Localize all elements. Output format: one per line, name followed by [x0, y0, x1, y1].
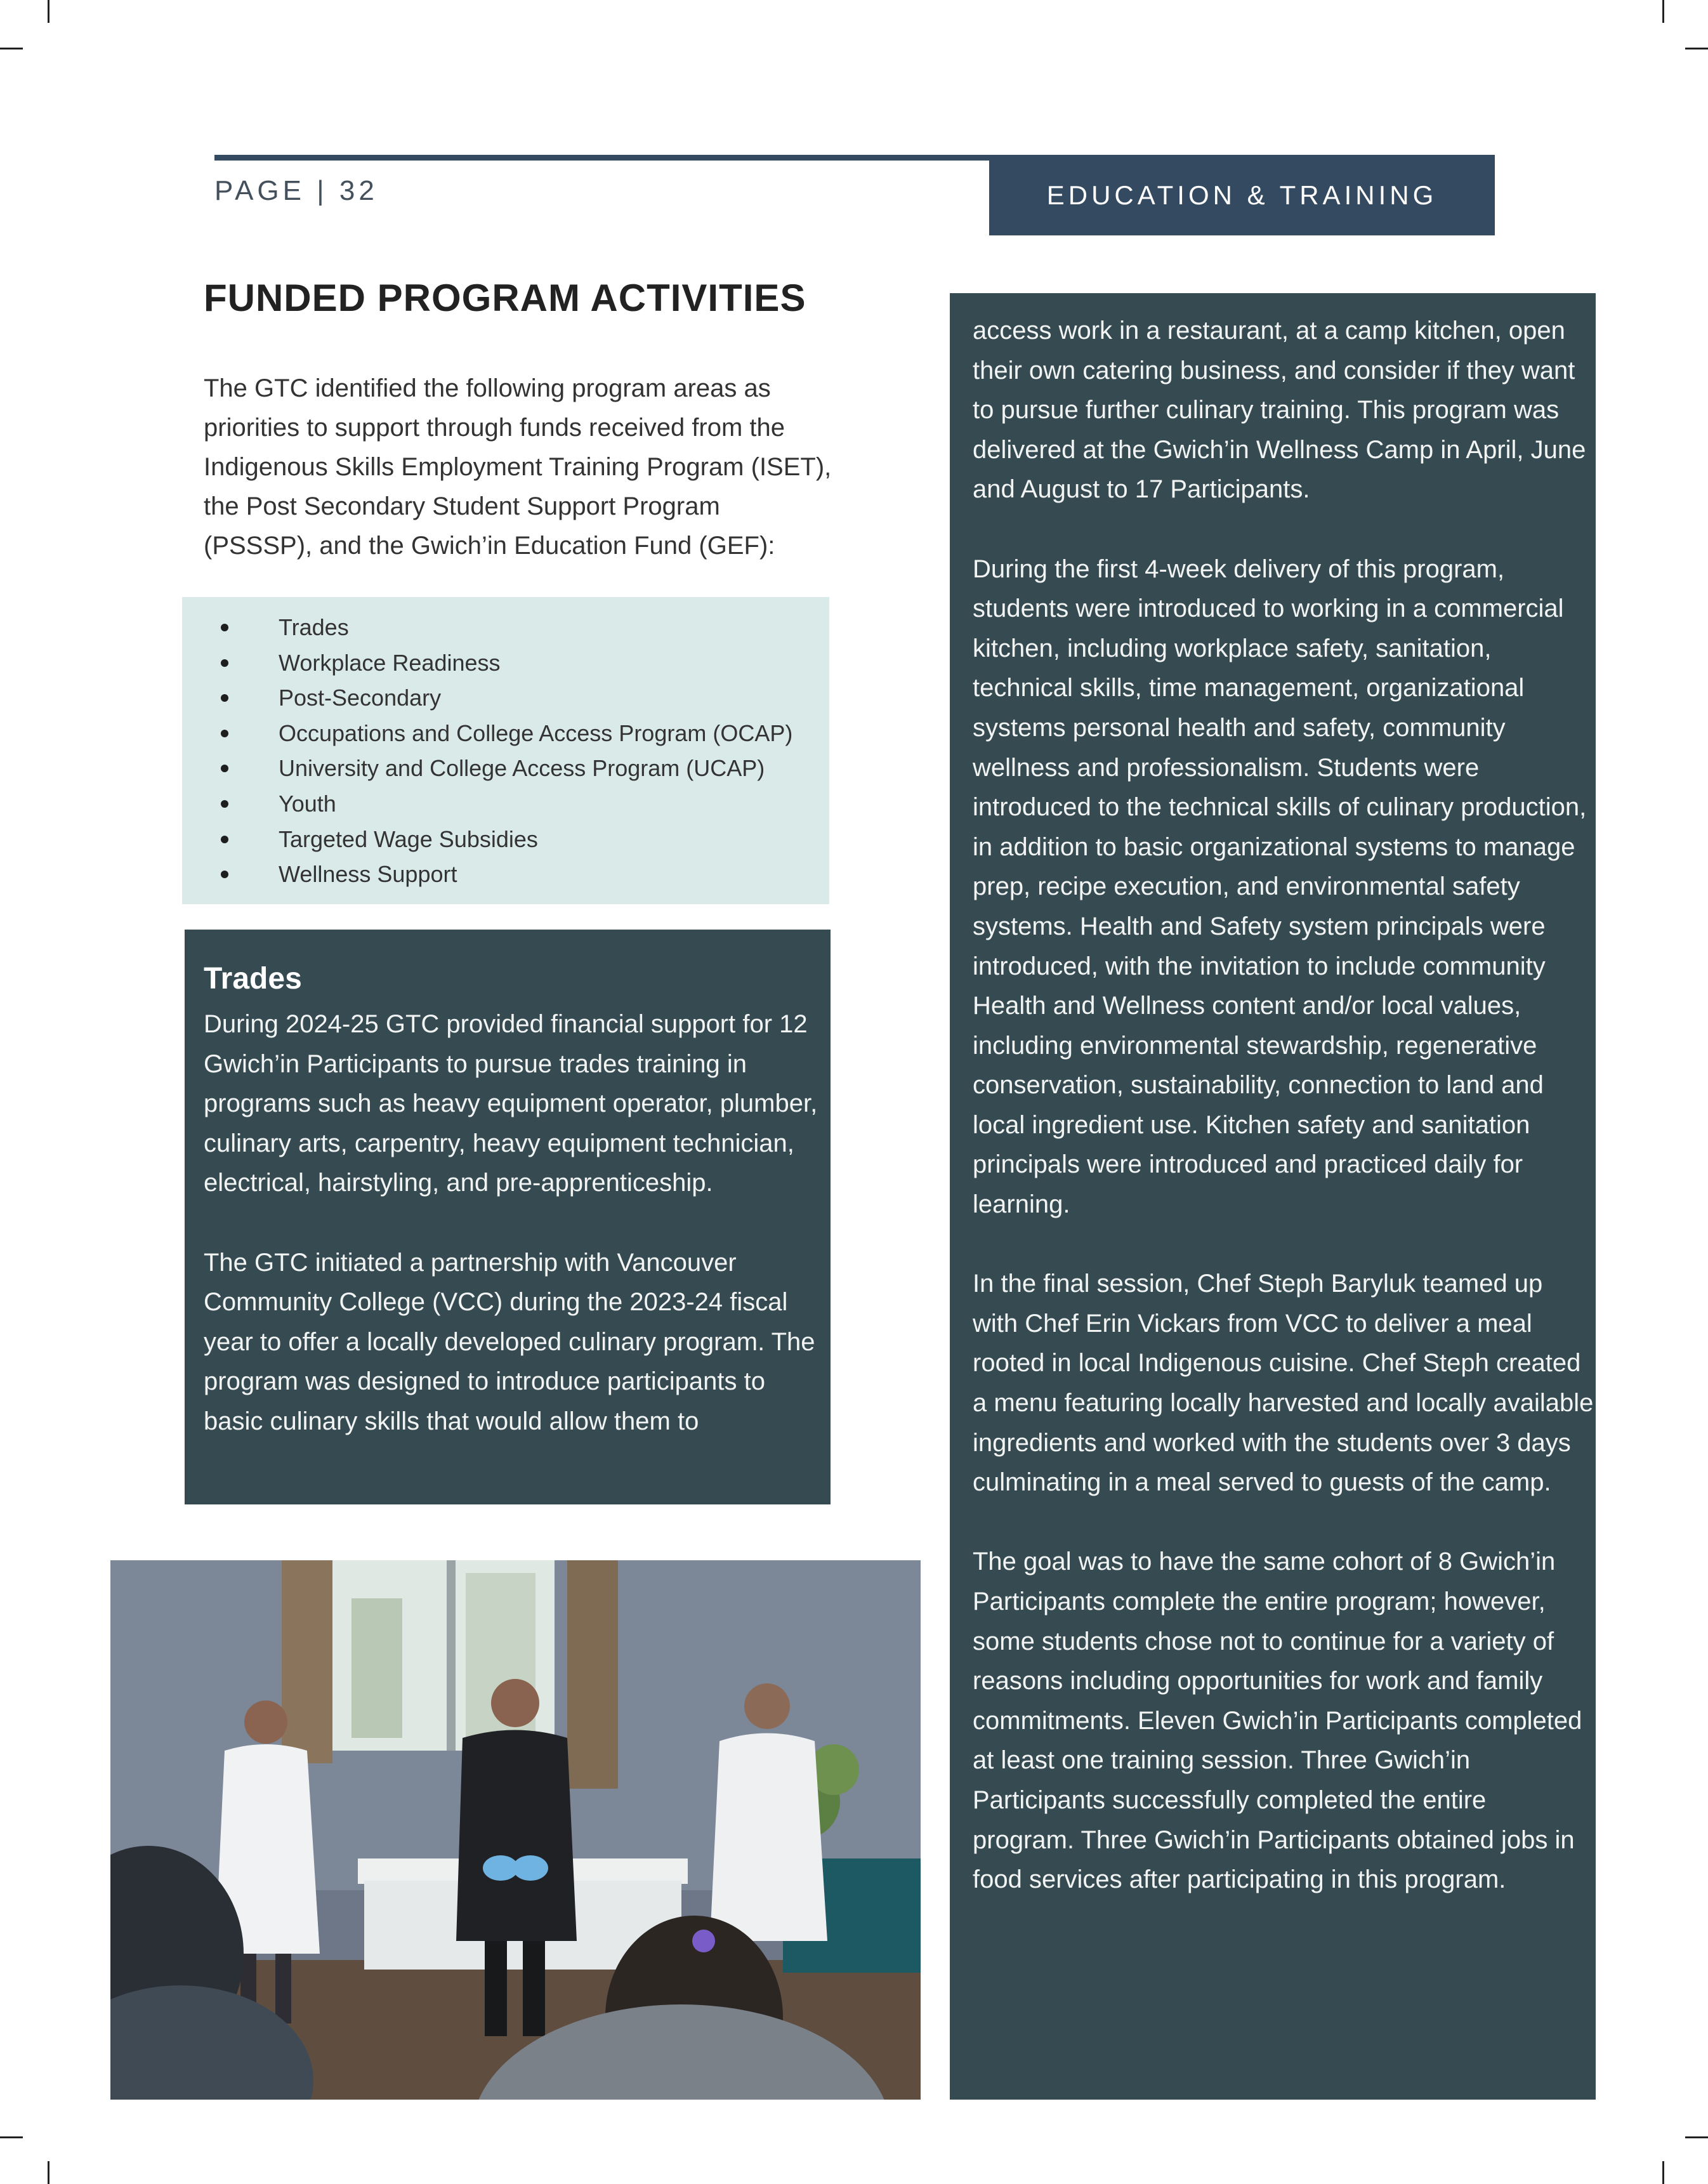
crop-mark	[1685, 2136, 1708, 2138]
list-item: Occupations and College Access Program (OCAP)	[182, 716, 829, 751]
list-item: Workplace Readiness	[182, 645, 829, 681]
trades-body	[204, 1004, 825, 1442]
trades-heading: Trades	[204, 962, 302, 996]
page-title: FUNDED PROGRAM ACTIVITIES	[204, 277, 806, 319]
list-item: Targeted Wage Subsidies	[182, 822, 829, 857]
body-paragraph: access work in a restaurant, at a camp kitchen, open their own catering business, and consider if they want to pursue further culinary training. This program was delivered at the Gwich’in Wellness Camp in April, June and August to 17 Participants.	[973, 317, 1586, 504]
crop-mark	[1685, 48, 1708, 49]
trades-box	[185, 930, 831, 1504]
crop-mark	[0, 48, 23, 49]
culinary-program-body	[973, 311, 1594, 1900]
intro-paragraph: The GTC identified the following program areas as priorities to support through funds received from the Indigenous Skills Employment Training Program (ISET), the Post Secondary Student Support Program (PSSSP), and the Gwich’in Education Fund (GEF):	[204, 374, 832, 560]
list-item: Post-Secondary	[182, 680, 829, 716]
body-paragraph: In the final session, Chef Steph Baryluk teamed up with Chef Erin Vickars from VCC to deliver a meal rooted in local Indigenous cuisine. Chef Steph created a menu featuring locally harvested and locally available ingredients and worked with the students over 3 days culminating in a meal served to guests of the camp.	[973, 1270, 1594, 1497]
culinary-program-box	[950, 293, 1596, 2100]
section-title: EDUCATION & TRAINING	[1046, 180, 1438, 210]
crop-mark	[1662, 0, 1664, 23]
crop-mark	[0, 2136, 23, 2138]
trades-paragraph: During 2024-25 GTC provided financial support for 12 Gwich’in Participants to pursue trades training in programs such as heavy equipment operator, plumber, culinary arts, carpentry, heavy equipment technician, electrical, hairstyling, and pre-apprenticeship.	[204, 1010, 818, 1197]
trades-paragraph: The GTC initiated a partnership with Vancouver Community College (VCC) during the 2023-24 fiscal year to offer a locally developed culinary program. The program was designed to introduce participants to basic culinary skills that would allow them to	[204, 1248, 815, 1435]
section-tab	[989, 155, 1495, 235]
program-areas-box	[182, 597, 829, 904]
crop-mark	[1662, 2161, 1664, 2184]
list-item: Trades	[182, 610, 829, 645]
list-item: Wellness Support	[182, 857, 829, 892]
program-areas-list	[182, 610, 829, 892]
body-paragraph: During the first 4-week delivery of this program, students were introduced to working in a commercial kitchen, including workplace safety, sanitation, technical skills, time management, organizational systems personal health and safety, community wellness and professionalism. Students were introduced to the technical skills of culinary production, in addition to basic organizational systems to manage prep, recipe execution, and environmental safety systems. Health and Safety system principals were introduced, with the invitation to include community Health and Wellness content and/or local values, including environmental stewardship, regenerative conservation, sustainability, connection to land and local ingredient use. Kitchen safety and sanitation principals were introduced and practiced daily for learning.	[973, 555, 1587, 1219]
list-item: Youth	[182, 786, 829, 822]
page-number: PAGE | 32	[214, 175, 378, 206]
list-item: University and College Access Program (UCAP)	[182, 751, 829, 786]
body-paragraph: The goal was to have the same cohort of 8 Gwich’in Participants complete the entire program; however, some students chose not to continue for a variety of reasons including opportunities for work and family commitments. Eleven Gwich’in Participants completed at least one training session. Three Gwich’in Participants successfully completed the entire program. Three Gwich’in Participants obtained jobs in food services after participating in this program.	[973, 1548, 1582, 1894]
crop-mark	[48, 2161, 49, 2184]
culinary-class-photo	[110, 1560, 921, 2100]
crop-mark	[48, 0, 49, 23]
